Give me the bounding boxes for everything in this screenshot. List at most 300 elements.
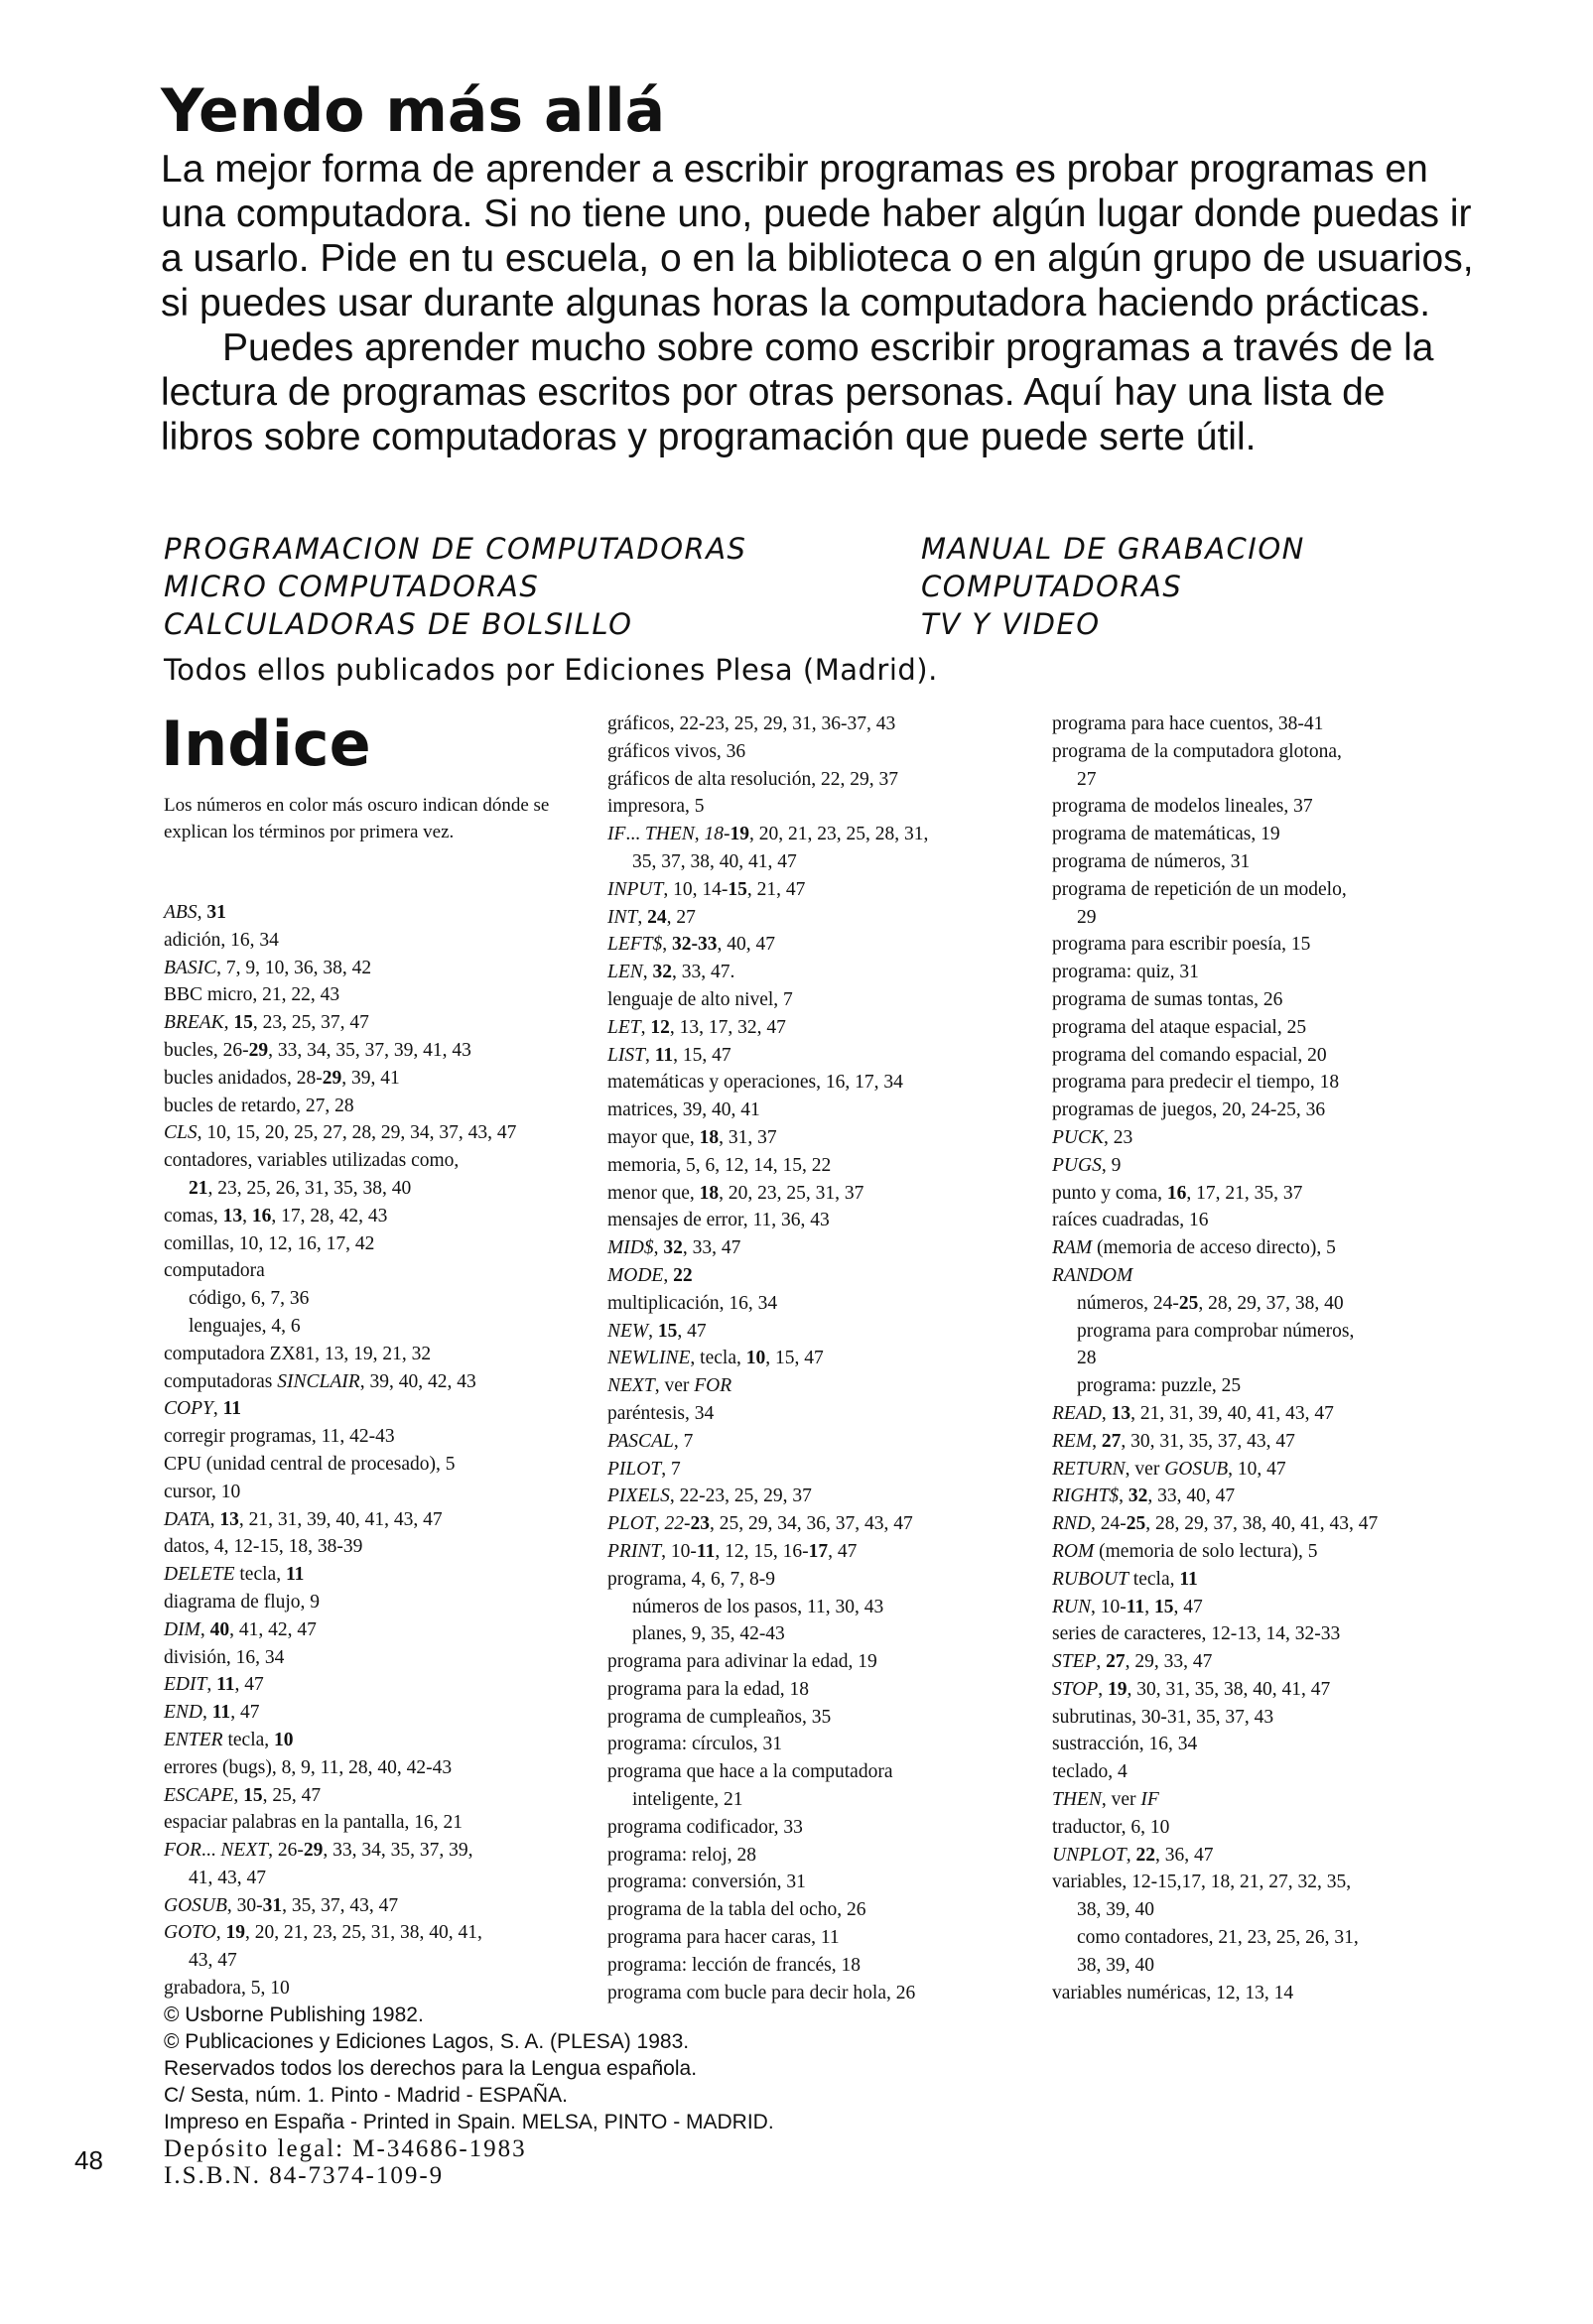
index-entry-part: programa: reloj, 28 (607, 1844, 756, 1866)
index-entry-part: THEN (644, 824, 695, 845)
index-entry-part: programa de números, 31 (1052, 850, 1251, 872)
index-entry (1052, 1538, 1479, 1566)
index-entry-part: BBC micro, 21, 22, 43 (164, 984, 340, 1006)
index-entry (1052, 1924, 1479, 1952)
index-entry-part: RIGHT$ (1052, 1485, 1120, 1507)
index-entry-part: programa de repetición de un modelo, (1052, 878, 1347, 900)
index-entry-part: 11 (285, 1564, 305, 1586)
index-entry (164, 1892, 600, 1920)
index-entry (164, 981, 600, 1009)
index-entry (607, 1372, 1034, 1400)
index-entry-part: bucles, 26- (164, 1039, 249, 1061)
index-entry-part: números, 24- (1077, 1292, 1179, 1314)
index-entry (1052, 1980, 1479, 2007)
index-entry (1052, 848, 1479, 876)
index-entry (1052, 1207, 1479, 1234)
index-entry (164, 955, 600, 982)
index-entry-part: RANDOM (1052, 1264, 1133, 1286)
index-entry (607, 1290, 1034, 1318)
index-entry (1052, 1456, 1479, 1484)
index-entry-part: , 17, 28, 42, 43 (271, 1205, 388, 1227)
index-entry (1052, 1869, 1479, 1896)
index-entry-part: gráficos vivos, 36 (607, 740, 746, 762)
index-entry-part: CLS (164, 1122, 198, 1144)
index-entry-part: EDIT (164, 1674, 207, 1696)
index-entry-part: NEW (607, 1320, 649, 1342)
index-entry (1052, 1042, 1479, 1070)
index-entry-part: , (642, 962, 653, 983)
index-entry-part: RUN (1052, 1596, 1091, 1617)
index-entry (164, 1341, 600, 1368)
index-entry (1052, 1318, 1479, 1346)
index-entry-part: 24 (647, 906, 667, 928)
index-entry-part: , 21, 31, 39, 40, 41, 43, 47 (238, 1508, 443, 1530)
index-entry-part: DATA (164, 1508, 210, 1530)
index-entry-part: 11 (1179, 1568, 1198, 1590)
index-entry-part: programa que hace a la computadora (607, 1761, 893, 1783)
index-entry (164, 1257, 600, 1285)
index-entry (164, 1037, 600, 1065)
index-entry-part: 10 (745, 1348, 766, 1369)
index-entry-part: programa: círculos, 31 (607, 1734, 782, 1755)
index-entry-part: computadoras (164, 1370, 278, 1392)
index-entry-part: , (197, 902, 207, 923)
index-entry-part: , 24- (1091, 1513, 1127, 1535)
index-entry-part: MODE (607, 1264, 664, 1286)
index-entry (607, 1620, 1034, 1648)
index-entry (1052, 1648, 1479, 1676)
index-entry (607, 1510, 1034, 1538)
copyright-line: Reservados todos los derechos para la Lengua española. (164, 2057, 698, 2080)
index-entry-part: LEN (607, 962, 643, 983)
index-entry-part: 15 (233, 1012, 253, 1034)
index-entry-part: , 10, 15, 20, 25, 27, 28, 29, 34, 37, 43, 47 (197, 1122, 517, 1144)
copyright-block (164, 2001, 774, 2189)
index-entry (607, 959, 1034, 986)
index-entry (1052, 1345, 1479, 1372)
index-entry (1052, 1786, 1479, 1814)
index-entry-part: , 13, 17, 32, 47 (669, 1016, 786, 1038)
index-entry (1052, 1704, 1479, 1732)
index-entry-part: , 28, 29, 37, 38, 40 (1198, 1292, 1344, 1314)
index-entry (607, 1318, 1034, 1346)
index-entry (1052, 1400, 1479, 1428)
isbn: I.S.B.N. 84-7374-109-9 (164, 2162, 445, 2189)
index-entry-part: programa del ataque espacial, 25 (1052, 1016, 1307, 1038)
index-entry-part: , 47 (828, 1540, 858, 1562)
index-entry-part: READ (1052, 1402, 1102, 1424)
index-entry-part: 13 (1111, 1402, 1131, 1424)
index-entry (1052, 710, 1479, 738)
legal-deposit: Depósito legal: M-34686-1983 (164, 2135, 527, 2162)
copyright-line: Impreso en España - Printed in Spain. MELSA, PINTO - MADRID. (164, 2111, 774, 2133)
index-entry-part: programa: quiz, 31 (1052, 962, 1199, 983)
index-entry (164, 1865, 600, 1892)
index-entry-part: NEWLINE (607, 1348, 691, 1369)
index-entry-part: PIXELS (607, 1485, 670, 1507)
index-entry-part: 31 (206, 902, 226, 923)
index-entry-part: variables, 12-15,17, 18, 21, 27, 32, 35, (1052, 1872, 1352, 1893)
index-entry-part: , (202, 1702, 212, 1724)
index-entry-part: , 40, 47 (717, 934, 776, 956)
index-entry (164, 1589, 600, 1616)
index-entry-part: , 33, 40, 47 (1147, 1485, 1236, 1507)
index-entry-part: , 25, 29, 34, 36, 37, 43, 47 (709, 1513, 913, 1535)
index-entry (607, 1428, 1034, 1456)
book-title: TV Y VIDEO (921, 607, 1101, 641)
index-entry-part: , 10- (1091, 1596, 1127, 1617)
index-entry (607, 1069, 1034, 1097)
index-entry (607, 1758, 1034, 1786)
index-entry-part: , (1144, 1596, 1154, 1617)
book-list-right (921, 530, 1305, 643)
index-entry-part: diagrama de flujo, 9 (164, 1591, 321, 1613)
index-entry (164, 1727, 600, 1754)
index-entry-part: programa: lección de francés, 18 (607, 1954, 862, 1976)
index-entry-part: ROM (1052, 1540, 1095, 1562)
index-entry-part: datos, 4, 12-15, 18, 38-39 (164, 1536, 363, 1558)
index-entry (607, 904, 1034, 932)
index-entry-part: 22 (664, 1513, 684, 1535)
index-entry-part: , 9 (1101, 1154, 1122, 1176)
book-title: MICRO COMPUTADORAS (164, 570, 540, 603)
index-entry-part: FOR (694, 1375, 732, 1397)
index-entry-part: , 30, 31, 35, 38, 40, 41, 47 (1127, 1678, 1331, 1700)
index-entry-part: STOP (1052, 1678, 1099, 1700)
index-entry (164, 1451, 600, 1479)
index-entry (1052, 1124, 1479, 1152)
index-entry-part: subrutinas, 30-31, 35, 37, 43 (1052, 1706, 1274, 1728)
index-entry (607, 1456, 1034, 1484)
index-entry-part: 25 (1126, 1513, 1146, 1535)
index-entry (1052, 1758, 1479, 1786)
index-entry-part: , (1126, 1844, 1136, 1866)
index-entry-part: RETURN (1052, 1458, 1126, 1480)
index-entry (164, 927, 600, 955)
index-entry-part: , 47 (234, 1674, 264, 1696)
index-entry-part: BASIC (164, 957, 217, 978)
index-entry-part: , (648, 1320, 658, 1342)
index-entry (1052, 876, 1479, 904)
index-entry-part: programa de la tabla del ocho, 26 (607, 1899, 866, 1921)
index-entry-part: , (653, 1237, 664, 1259)
index-entry-part: , 23 (1104, 1126, 1133, 1148)
index-entry (607, 1538, 1034, 1566)
index-entry-part: 12 (650, 1016, 670, 1038)
index-entry (607, 1594, 1034, 1621)
index-entry-part: INPUT (607, 878, 664, 900)
index-entry-part: programa de matemáticas, 19 (1052, 824, 1280, 845)
index-entry-part: , 21, 31, 39, 40, 41, 43, 47 (1130, 1402, 1334, 1424)
index-entry-part: contadores, variables utilizadas como, (164, 1150, 460, 1172)
index-entry-part: 38, 39, 40 (1077, 1954, 1154, 1976)
index-entry-part: PUCK (1052, 1126, 1105, 1148)
index-entry-part: PASCAL (607, 1430, 674, 1452)
index-entry-part: , (654, 1513, 665, 1535)
index-entry-part: programa codificador, 33 (607, 1816, 803, 1838)
index-entry (164, 1065, 600, 1093)
index-entry-part: , 27 (666, 906, 696, 928)
index-entry (1052, 821, 1479, 848)
index-entry (164, 1975, 600, 2002)
index-entry (1052, 1372, 1479, 1400)
book-title: COMPUTADORAS (921, 570, 1183, 603)
index-entry (164, 1147, 600, 1175)
index-entry (164, 1093, 600, 1120)
index-entry-part: 29 (248, 1039, 269, 1061)
index-entry (607, 1704, 1034, 1732)
index-entry-part: menor que, (607, 1182, 700, 1204)
index-entry-part: 13 (222, 1205, 243, 1227)
index-entry (164, 1009, 600, 1037)
index-entry (1052, 904, 1479, 932)
index-entry (607, 1400, 1034, 1428)
index-entry-part: bucles de retardo, 27, 28 (164, 1095, 354, 1116)
index-entry (164, 1506, 600, 1534)
index-entry-part: , ver (654, 1375, 695, 1397)
index-entry-part: - (683, 1513, 691, 1535)
index-entry-part: , 41, 42, 47 (229, 1618, 317, 1640)
index-entry-part: , 33, 34, 35, 37, 39, 41, 43 (268, 1039, 471, 1061)
index-entry (1052, 738, 1479, 766)
index-entry-part: ESCAPE (164, 1784, 234, 1806)
index-entry (1052, 1676, 1479, 1704)
index-entry-part: , 10- (661, 1540, 697, 1562)
index-entry-part: programa: conversión, 31 (607, 1872, 806, 1893)
page-number: 48 (74, 2145, 103, 2175)
index-entry-part: espaciar palabras en la pantalla, 16, 21 (164, 1812, 464, 1834)
index-entry-part: , 17, 21, 35, 37 (1186, 1182, 1303, 1204)
index-entry (164, 1947, 600, 1975)
index-entry-part: como contadores, 21, 23, 25, 26, 31, (1077, 1927, 1359, 1949)
index-entry-part: IF (1140, 1789, 1159, 1811)
index-entry-part: 18 (699, 1126, 720, 1148)
index-entry-part: 27 (1077, 768, 1097, 790)
index-entry (164, 1837, 600, 1865)
index-entry (1052, 1428, 1479, 1456)
index-entry-part: LEFT$ (607, 934, 663, 956)
index-entry-part: 32 (652, 962, 673, 983)
index-entry-part: , 23, 25, 26, 31, 35, 38, 40 (207, 1177, 412, 1199)
index-entry-part: 43, 47 (189, 1950, 237, 1972)
index-entry-part: , 20, 21, 23, 25, 28, 31, (749, 824, 929, 845)
index-entry (1052, 1814, 1479, 1842)
index-entry (607, 876, 1034, 904)
index-entry-part: PUGS (1052, 1154, 1102, 1176)
index-entry-part: , (209, 1508, 220, 1530)
index-entry-part: , tecla, (690, 1348, 746, 1369)
intro-paragraph-2: Puedes aprender mucho sobre como escribir programas a través de la lectura de programas escritos por otras personas. Aquí hay una lista de libros sobre computadoras y programación que puede serte útil. (161, 326, 1434, 458)
index-entry-part: series de caracteres, 12-13, 14, 32-33 (1052, 1623, 1341, 1645)
index-entry-part: 11 (216, 1674, 235, 1696)
index-entry-part: 27 (1106, 1651, 1126, 1673)
index-entry (1052, 766, 1479, 794)
index-entry-part: , 33, 34, 35, 37, 39, (323, 1840, 473, 1862)
publisher-note: Todos ellos publicados por Ediciones Plesa (Madrid). (164, 653, 938, 687)
index-entry-part: variables numéricas, 12, 13, 14 (1052, 1982, 1294, 2003)
index-entry-part: , 47 (677, 1320, 707, 1342)
index-entry-part: , (1092, 1430, 1102, 1452)
index-entry-part: MID$ (607, 1237, 654, 1259)
index-entry (1052, 1620, 1479, 1648)
index-entry (607, 793, 1034, 821)
index-entry-part: GOSUB (1164, 1458, 1229, 1480)
copyright-line: © Usborne Publishing 1982. (164, 2003, 424, 2026)
index-entry-part: programa para comprobar números, (1077, 1320, 1355, 1342)
index-entry-part: 19 (1108, 1678, 1128, 1700)
index-entry-part: NEXT (220, 1840, 269, 1862)
index-entry-part: (memoria de solo lectura), 5 (1094, 1540, 1318, 1562)
index-entry-part: 19 (225, 1922, 245, 1944)
index-entry-part: comillas, 10, 12, 16, 17, 42 (164, 1232, 375, 1254)
index-entry-part: , 33, 47 (682, 1237, 741, 1259)
index-entry (607, 1952, 1034, 1980)
index-entry-part: programa de la computadora glotona, (1052, 740, 1342, 762)
index-entry (164, 1561, 600, 1589)
index-entry-part: , (1119, 1485, 1128, 1507)
index-entry (1052, 1014, 1479, 1042)
index-entry-part: , 33, 47. (672, 962, 735, 983)
index-entry-part: ENTER (164, 1729, 223, 1750)
index-entry-part: , 10, 47 (1228, 1458, 1286, 1480)
index-entry-part: raíces cuadradas, 16 (1052, 1210, 1209, 1231)
index-entry-part: , 15, 47 (673, 1044, 731, 1066)
index-entry-part: paréntesis, 34 (607, 1402, 715, 1424)
index-entry (607, 1124, 1034, 1152)
index-entry-part: (memoria de acceso directo), 5 (1092, 1237, 1336, 1259)
index-entry-part: , 36, 47 (1155, 1844, 1214, 1866)
index-entry-part: inteligente, 21 (632, 1789, 743, 1811)
index-entry-part: THEN (1052, 1789, 1102, 1811)
index-entry-part: RAM (1052, 1237, 1093, 1259)
index-entry-part: programa para adivinar la edad, 19 (607, 1651, 877, 1673)
index-entry (164, 1285, 600, 1313)
index-entry (1052, 1234, 1479, 1262)
index-entry (164, 1368, 600, 1396)
index-entry-part: 27 (1101, 1430, 1122, 1452)
index-entry-part: DELETE (164, 1564, 235, 1586)
index-entry-part: , 25, 47 (262, 1784, 322, 1806)
index-entry-part: matemáticas y operaciones, 16, 17, 34 (607, 1072, 903, 1094)
index-entry-part: programas de juegos, 20, 24-25, 36 (1052, 1099, 1326, 1121)
index-entry-part: , (663, 1264, 674, 1286)
index-entry-part: , 10, 14- (663, 878, 729, 900)
index-entry-part: UNPLOT (1052, 1844, 1127, 1866)
index-entry (1052, 1510, 1479, 1538)
index-entry-part: 28 (1077, 1348, 1097, 1369)
index-entry-part: , (206, 1674, 217, 1696)
index-entry (607, 1234, 1034, 1262)
index-entry-part: 15 (657, 1320, 678, 1342)
index-entry-part: GOTO (164, 1922, 216, 1944)
index-entry-part: programa del comando espacial, 20 (1052, 1044, 1327, 1066)
index-entry (1052, 1290, 1479, 1318)
index-entry (607, 766, 1034, 794)
index-entry-part: 19 (730, 824, 750, 845)
index-entry-part: corregir programas, 11, 42-43 (164, 1426, 395, 1448)
index-entry-part: , ver (1125, 1458, 1165, 1480)
index-entry-part: tecla, (234, 1564, 286, 1586)
index-entry-part: 22 (1135, 1844, 1156, 1866)
index-entry-part: grabadora, 5, 10 (164, 1978, 290, 2000)
index-entry (164, 1119, 600, 1147)
index-entry (164, 1754, 600, 1782)
index-entry-part: , 47 (1173, 1596, 1203, 1617)
index-entry (1052, 1180, 1479, 1208)
index-entry-part: 11 (222, 1398, 242, 1420)
index-entry (164, 1671, 600, 1699)
index-entry (164, 1230, 600, 1258)
index-entry-part: IF (607, 824, 626, 845)
index-entry-part: 10 (274, 1729, 294, 1750)
index-entry-part: , (644, 1044, 655, 1066)
index-entry-part: mayor que, (607, 1126, 700, 1148)
index-entry-part: - (724, 824, 730, 845)
index-note: Los números en color más oscuro indican dónde se explican los términos por primera vez. (164, 795, 550, 842)
index-entry-part: adición, 16, 34 (164, 929, 279, 951)
book-title: MANUAL DE GRABACION (921, 532, 1305, 566)
index-entry (607, 1483, 1034, 1510)
index-entry-part: CPU (unidad central de procesado), 5 (164, 1453, 456, 1475)
index-column-3 (1052, 710, 1479, 2006)
index-entry-part: , (640, 1016, 651, 1038)
index-entry-part: teclado, 4 (1052, 1761, 1128, 1783)
index-entry-part: programa para hace cuentos, 38-41 (1052, 713, 1324, 734)
index-entry-part: lenguajes, 4, 6 (189, 1315, 301, 1337)
index-entry-part: impresora, 5 (607, 796, 705, 818)
index-entry (164, 1809, 600, 1837)
index-entry (607, 986, 1034, 1014)
index-entry (1052, 931, 1479, 959)
index-entry-part: programa, 4, 6, 7, 8-9 (607, 1568, 775, 1590)
index-entry (607, 1262, 1034, 1290)
index-entry-part: RUBOUT (1052, 1568, 1128, 1590)
index-entry-part: 40 (209, 1618, 230, 1640)
index-entry-part: gráficos de alta resolución, 22, 29, 37 (607, 768, 898, 790)
index-column-1 (164, 899, 600, 2002)
index-entry-part: 17 (808, 1540, 829, 1562)
index-entry (164, 1313, 600, 1341)
page-title: Yendo más allá (161, 76, 666, 146)
index-entry (607, 1842, 1034, 1870)
index-entry (164, 1203, 600, 1230)
book-title: CALCULADORAS DE BOLSILLO (164, 607, 633, 641)
index-entry (607, 1566, 1034, 1594)
index-entry (1052, 793, 1479, 821)
index-entry-part: 16 (251, 1205, 272, 1227)
index-entry (1052, 1152, 1479, 1180)
index-entry-part: 29 (303, 1840, 324, 1862)
index-entry-part: 32-33 (672, 934, 718, 956)
index-entry-part: programa de modelos lineales, 37 (1052, 796, 1313, 818)
index-entry-part: programa para escribir poesía, 15 (1052, 934, 1311, 956)
index-entry (1052, 1896, 1479, 1924)
index-entry (1052, 1483, 1479, 1510)
index-entry-part: 32 (1128, 1485, 1148, 1507)
index-entry (1052, 1731, 1479, 1758)
index-entry (607, 1786, 1034, 1814)
index-title: Indice (161, 708, 371, 780)
index-entry-part: , 29, 33, 47 (1125, 1651, 1213, 1673)
index-entry (607, 1869, 1034, 1896)
index-entry-part: , (212, 1398, 223, 1420)
index-entry-part: SINCLAIR (277, 1370, 360, 1392)
index-entry-part: 11 (696, 1540, 716, 1562)
index-entry-part: programa para hacer caras, 11 (607, 1927, 840, 1949)
index-entry-part: , 31, 37 (719, 1126, 777, 1148)
index-entry-part: , 26- (268, 1840, 304, 1862)
index-entry (164, 1175, 600, 1203)
